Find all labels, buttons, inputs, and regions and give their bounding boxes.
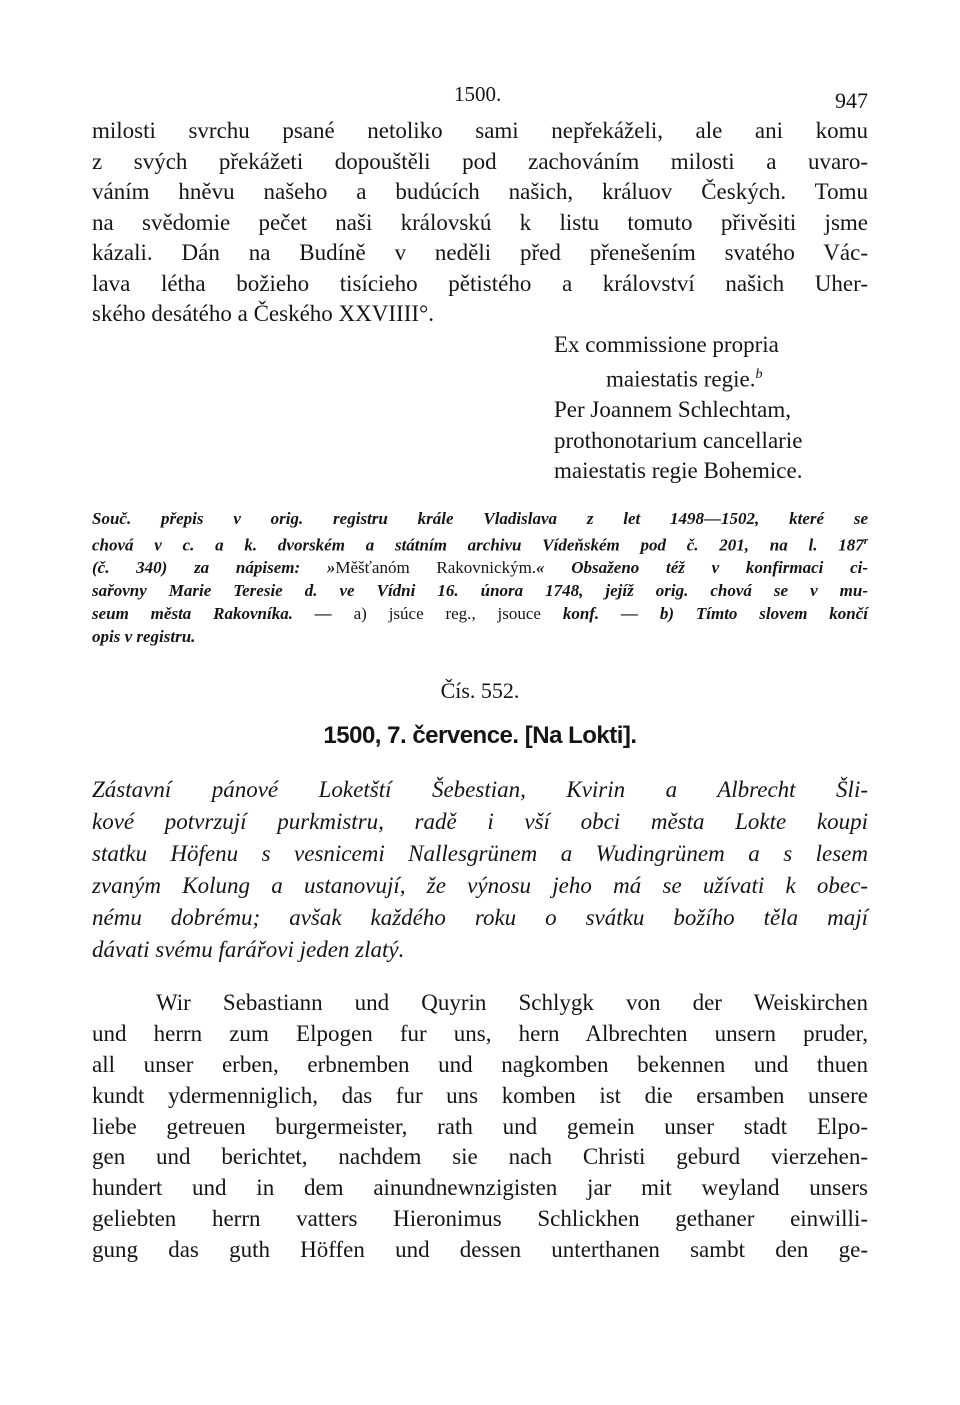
text-line: Wir Sebastiann und Quyrin Schlygk von der Weiskirchen <box>156 990 868 1016</box>
note-variant: jsúce reg. <box>388 604 472 624</box>
footnote-mark: b <box>755 367 763 382</box>
note-text: « Obsaženo též v konfirmaci ci- <box>536 558 868 578</box>
source-notes <box>92 507 868 649</box>
note-line: Souč. přepis v orig. registru krále Vladislava z let 1498—1502, které se <box>92 508 868 528</box>
note-line: opis v registru. <box>92 627 196 647</box>
regest-line: nému dobrému; avšak každého roku o svátku božího těla mají <box>92 905 868 931</box>
text-line: geliebten herrn vatters Hieronimus Schlickhen gethaner einwilli- <box>92 1205 868 1231</box>
german-text <box>92 988 868 1265</box>
text-line: hundert und in dem ainundnewnzigisten jar mit weyland unsers <box>92 1175 868 1201</box>
text-line: all unser erben, erbnemben und nagkomben bekennen und thuen <box>92 1051 868 1077</box>
text-line: und herrn zum Elpogen fur uns, hern Albrechten unsern pruder, <box>92 1021 868 1047</box>
note-text: — <box>599 604 660 624</box>
text-line: gung das guth Höffen und dessen unterthanen sambt den ge- <box>92 1236 868 1262</box>
signature-line: Per Joannem Schlechtam, <box>554 397 791 423</box>
text-line: lava létha božieho tisícieho pětistého a království našich Uher- <box>92 270 868 296</box>
note-text: konf. <box>562 604 600 624</box>
signature-line: prothonotarium cancellarie <box>554 427 803 453</box>
text-line: na svědomie pečet naši královskú k listu tomuto přivěsiti jsme <box>92 209 868 235</box>
document-date: 1500, 7. července. [Na Lokti]. <box>323 722 637 750</box>
regest-line: dávati svému farářovi jeden zlatý. <box>92 937 405 963</box>
running-head-year: 1500. <box>454 82 502 106</box>
regest-line: kové potvrzují purkmistru, radě i vší obci města Lokte koupi <box>92 809 868 835</box>
text-line: kundt ydermenniglich, das fur uns komben ist die ersamben unsere <box>92 1082 868 1108</box>
document-number: Čís. 552. <box>440 678 520 704</box>
chancery-signature <box>554 330 868 487</box>
signature-line <box>554 360 868 395</box>
note-text: seum města Rakovníka. — <box>92 604 354 624</box>
note-quote: Měšťanóm Rakovnickým. <box>335 558 537 578</box>
regest-line: statku Höfenu s vesnicemi Nallesgrünem a Wudingrünem a s lesem <box>92 841 868 867</box>
signature-line: Ex commissione propria <box>554 331 779 357</box>
text-line: kázali. Dán na Budíně v neděli před přenešením svatého Vác- <box>92 240 868 265</box>
note-text: chová v c. a k. dvorském a státním archivu Vídeňském pod č. 201, na l. 187 <box>92 535 864 555</box>
signature-line: maiestatis regie Bohemice. <box>554 458 803 484</box>
text-line: milosti svrchu psané netoliko sami nepřekáželi, ale ani komu <box>92 118 868 143</box>
note-sup: r <box>863 534 868 547</box>
text-line: z svých překážeti dopouštěli pod zachováním milosti a uvaro- <box>92 148 868 174</box>
regest-line: Zástavní pánové Loketští Šebestian, Kvirin a Albrecht Šli- <box>92 777 868 803</box>
note-line <box>92 556 868 579</box>
signature-text: maiestatis regie. <box>606 366 756 392</box>
note-line <box>92 602 868 625</box>
continuation-paragraph <box>92 116 868 330</box>
text-line: gen und berichtet, nachdem sie nach Christi geburd vierzehen- <box>92 1144 868 1170</box>
note-variant: , jsouce <box>471 604 563 624</box>
note-text: (č. 340) za nápisem: » <box>92 558 336 578</box>
text-line: liebe getreuen burgermeister, rath und gemein unser stadt Elpo- <box>92 1113 868 1139</box>
page-number: 947 <box>835 88 868 113</box>
footnote-a: a) <box>353 604 389 624</box>
text-line: ského desátého a Českého XXVIIII°. <box>92 301 434 326</box>
regest <box>92 774 868 966</box>
note-line <box>92 530 868 557</box>
running-head <box>92 82 868 116</box>
text-line: váním hněvu našeho a budúcích našich, králuov Českých. Tomu <box>92 179 868 204</box>
note-line: sařovny Marie Teresie d. ve Vídni 16. února 1748, jejíž orig. chová se v mu- <box>92 581 868 601</box>
regest-line: zvaným Kolung a ustanovují, že výnosu jeho má se užívati k obec- <box>92 873 868 899</box>
page <box>92 82 868 1265</box>
footnote-b: b) Tímto slovem končí <box>659 604 868 624</box>
